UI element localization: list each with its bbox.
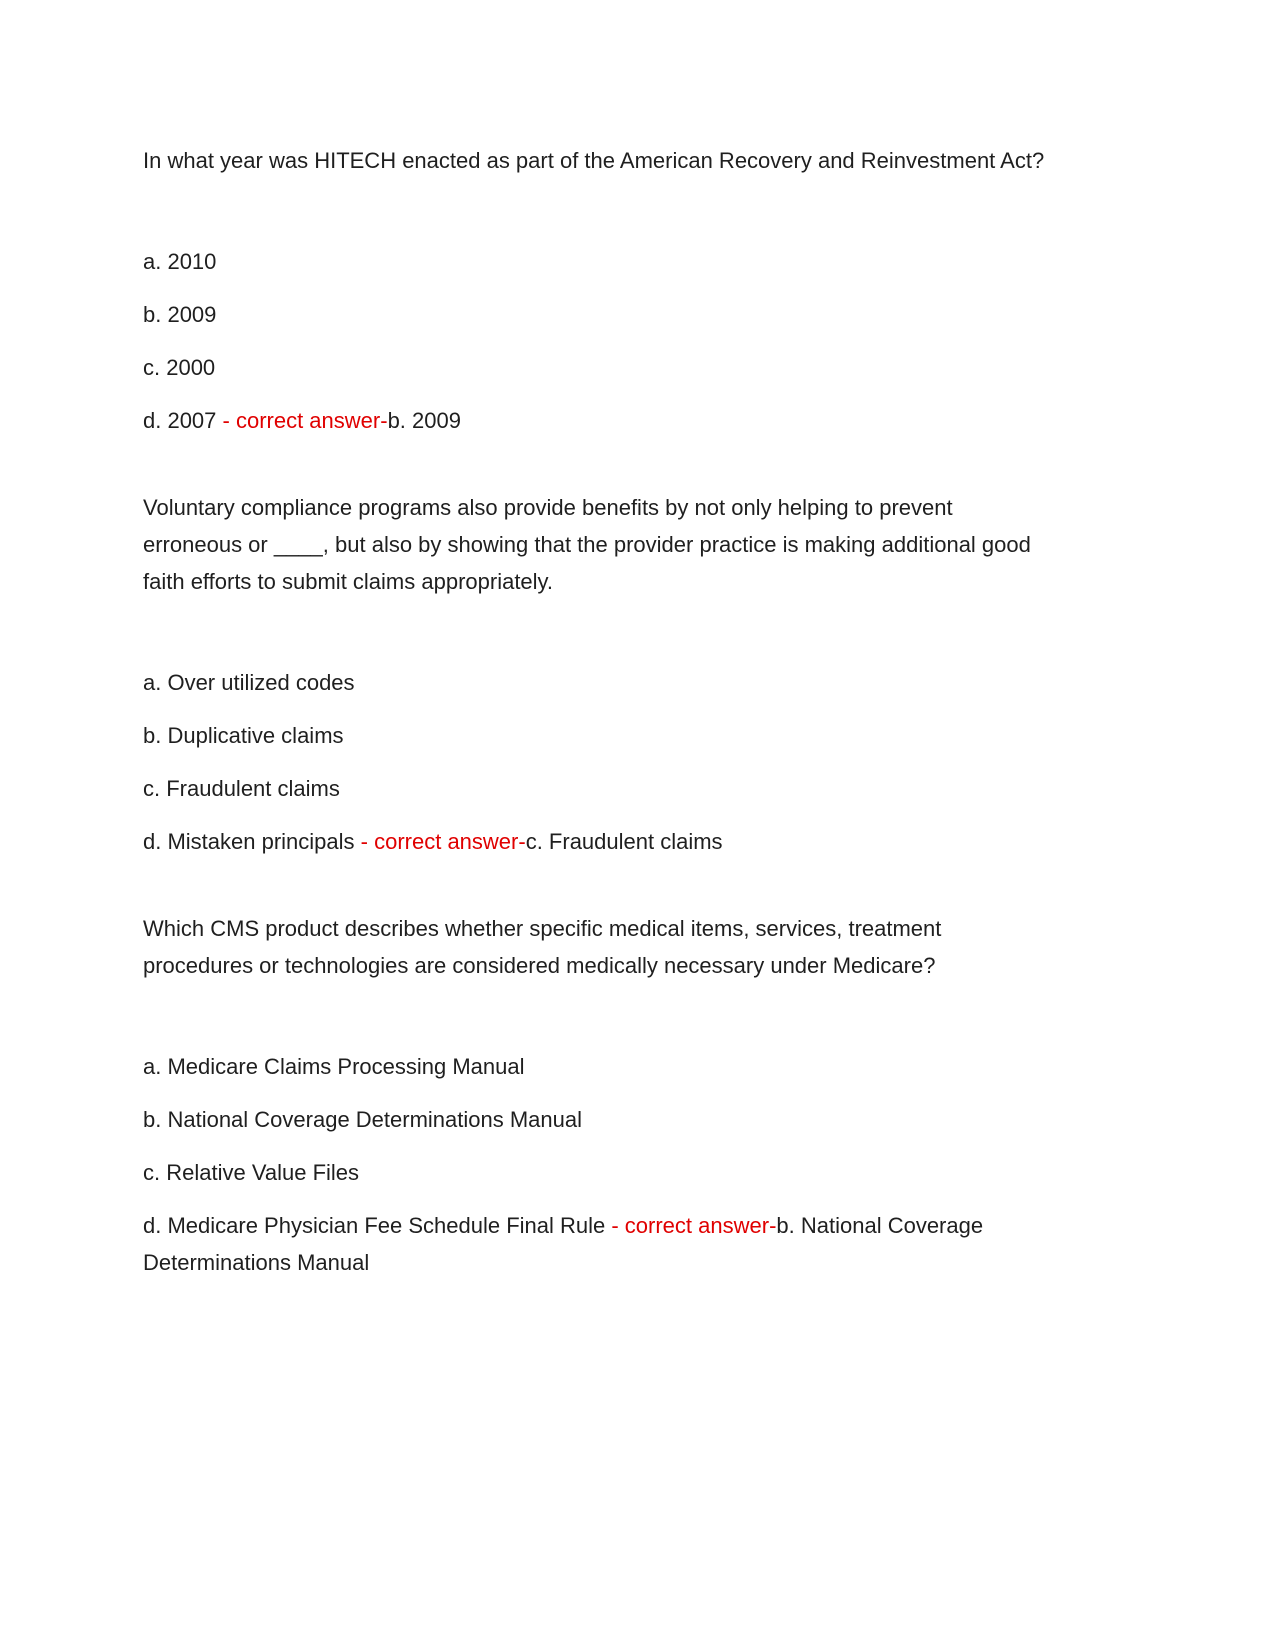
option-b: b. Duplicative claims	[143, 723, 344, 748]
question-text: In what year was HITECH enacted as part of the American Recovery and Reinvestment Act?	[143, 148, 1045, 173]
option-d-answer-line	[143, 402, 1048, 439]
option-d-text: d. Medicare Physician Fee Schedule Final Rule	[143, 1213, 612, 1238]
question-text: Voluntary compliance programs also provide benefits by not only helping to prevent erroneous or ____, but also by showing that the provider practice is making additional good faith efforts to submit claims appropriately.	[143, 495, 1031, 594]
correct-answer-marker: - correct answer-	[222, 408, 388, 433]
option-c: c. Fraudulent claims	[143, 776, 340, 801]
option-a: a. Over utilized codes	[143, 670, 355, 695]
option-c: c. Relative Value Files	[143, 1160, 360, 1185]
option-d-text: d. 2007	[143, 408, 223, 433]
question-block	[143, 142, 1048, 439]
option-a: a. 2010	[143, 249, 217, 274]
question-block	[143, 489, 1048, 860]
question-text: Which CMS product describes whether specific medical items, services, treatment procedures or technologies are considered medically necessary under Medicare?	[143, 916, 942, 978]
option-c: c. 2000	[143, 355, 216, 380]
option-d-answer-line	[143, 1207, 1048, 1281]
correct-answer-text: b. 2009	[387, 408, 461, 433]
option-d-text: d. Mistaken principals	[143, 829, 361, 854]
option-d-answer-line	[143, 823, 1048, 860]
correct-answer-text: b. National Coverage Determinations Manual	[143, 1213, 984, 1275]
correct-answer-text: c. Fraudulent claims	[525, 829, 723, 854]
correct-answer-marker: - correct answer-	[360, 829, 526, 854]
document-content	[143, 142, 1048, 1281]
option-a: a. Medicare Claims Processing Manual	[143, 1054, 525, 1079]
question-block	[143, 910, 1048, 1281]
option-b: b. National Coverage Determinations Manual	[143, 1107, 583, 1132]
correct-answer-marker: - correct answer-	[611, 1213, 777, 1238]
option-b: b. 2009	[143, 302, 217, 327]
